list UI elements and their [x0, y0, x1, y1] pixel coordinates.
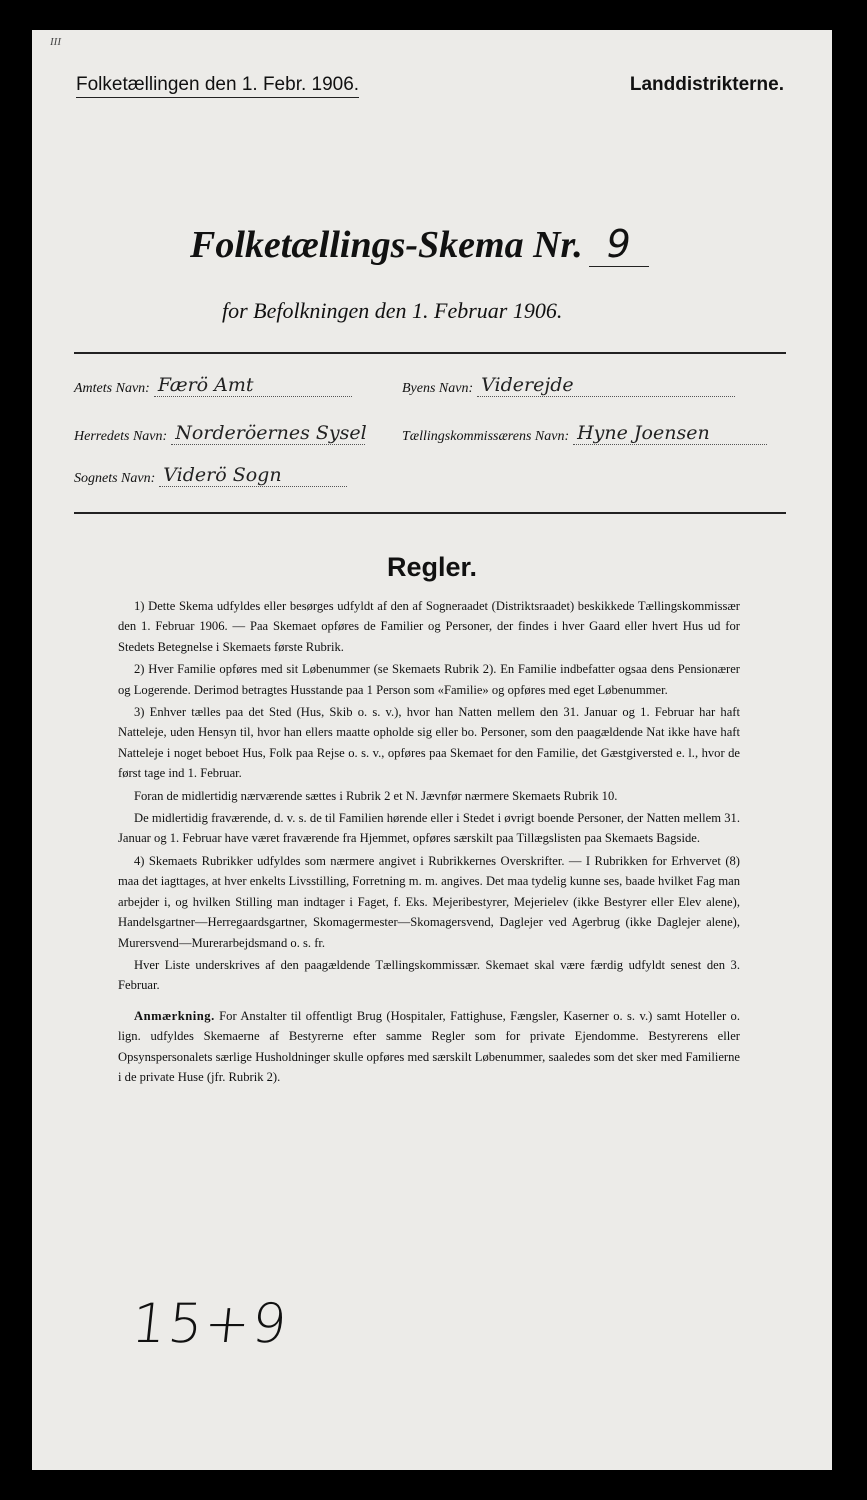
kommissaer-field — [402, 422, 767, 445]
kommissaer-label: Tællingskommissærens Navn: — [402, 429, 570, 444]
bottom-divider — [74, 512, 786, 514]
herred-label: Herredets Navn: — [74, 429, 168, 444]
handwritten-number: 15+9 — [128, 1292, 292, 1355]
form-subtitle: for Befolkningen den 1. Februar 1906. — [222, 298, 563, 323]
amt-field — [74, 374, 352, 397]
rules-heading: Regler. — [386, 552, 478, 582]
rule-paragraph: 2) Hver Familie opføres med sit Løbenummer (se Skemaets Rubrik 2). En Familie indbefatter ogsaa dens Pensionærer og Logerende. Derimod betragtes Husstande paa 1 Person som «Familie» og opføres med eget Løbenummer. — [118, 662, 740, 697]
corner-mark: III — [50, 36, 61, 48]
by-label: Byens Navn: — [402, 381, 474, 396]
sogn-value: Viderö Sogn — [159, 464, 347, 487]
form-title — [190, 222, 649, 267]
by-field — [402, 374, 735, 397]
sogn-label: Sognets Navn: — [74, 471, 156, 486]
sogn-field — [74, 464, 347, 487]
rule-paragraph: Foran de midlertidig nærværende sættes i Rubrik 2 et N. Jævnfør nærmere Skemaets Rubrik 10. — [134, 788, 618, 803]
rule-paragraph: 3) Enhver tælles paa det Sted (Hus, Skib o. s. v.), hvor han Natten mellem den 31. Januar og 1. Februar har haft Natteleje, uden Hensyn til, hvor han ellers maatte opholde sig eller bo. Personer, som den paagældende Nat ikke have haft Natteleje i noget beboet Hus, Folk paa Rejse o. s. v., opføres paa Skemaet for den Familie, det Gæstgiversted e. l., hvor de først tage ind 1. Februar. — [118, 705, 740, 781]
amt-value: Færö Amt — [154, 374, 352, 397]
amt-label: Amtets Navn: — [74, 381, 150, 396]
rule-paragraph: 1) Dette Skema udfyldes eller besørges udfyldt af den af Sogneraadet (Distriktsraadet) beskikkede Tællingskommissær den 1. Februar 1906. — Paa Skemaet opføres de Familier og Personer, der findes i hver Gaard eller hvert Hus ud for Stedets Betegnelse i Skemaets første Rubrik. — [118, 599, 740, 654]
note-text: For Anstalter til offentligt Brug (Hospitaler, Fattighuse, Fængsler, Kaserner o. s. v.) samt Hoteller o. lign. udfyldes Skemaerne af Bestyrerne efter samme Regler som for private Ejendomme. Bestyrerens eller Opsynspersonalets særlige Husholdninger skulle opføres med særskilt Løbenummer, saaledes som det sker med Familierne i de private Huse (jfr. Rubrik 2). — [118, 1008, 740, 1084]
herred-field — [74, 422, 365, 445]
header-district-type: Landdistrikterne. — [629, 74, 784, 95]
rule-paragraph: Hver Liste underskrives af den paagældende Tællingskommissær. Skemaet skal være færdig udfyldt senest den 3. Februar. — [118, 957, 740, 993]
form-number: 9 — [589, 222, 649, 267]
form-title-text: Folketællings-Skema Nr. — [190, 224, 583, 266]
census-form-page — [32, 30, 832, 1470]
note-paragraph — [118, 1006, 740, 1088]
top-divider — [74, 352, 786, 354]
kommissaer-value: Hyne Joensen — [573, 422, 767, 445]
note-label: Anmærkning. — [134, 1008, 215, 1023]
rule-paragraph: De midlertidig fraværende, d. v. s. de til Familien hørende eller i Stedet i øvrigt boende Personer, der Natten mellem 31. Januar og 1. Februar have været fraværende fra Hjemmet, opføres særskilt paa Tillægslisten paa Skemaets Bagside. — [118, 811, 740, 846]
by-value: Viderejde — [477, 374, 735, 397]
herred-value: Norderöernes Sysel — [171, 422, 365, 445]
header-census-date: Folketællingen den 1. Febr. 1906. — [76, 74, 359, 98]
rules-text — [118, 596, 740, 1089]
rule-paragraph: 4) Skemaets Rubrikker udfyldes som nærmere angivet i Rubrikkernes Overskrifter. — I Rubrikken for Erhvervet (8) maa det iagttages, at hver enkelts Livsstilling, Forretning m. m. angives. Det maa tydelig kunne ses, baade hvilket Fag man arbejder i, og hvilken Stilling man indtager i Faget, f. Eks. Mejeribestyrer, Mejerielev (ikke Bestyrer eller Elev alene), Handelsgartner—Herregaardsgartner, Skomagermester—Skomagersvend, Daglejer ved Agerbrug (ikke Daglejer alene), Murersvend—Murerarbejdsmand o. s. fr. — [118, 853, 740, 950]
